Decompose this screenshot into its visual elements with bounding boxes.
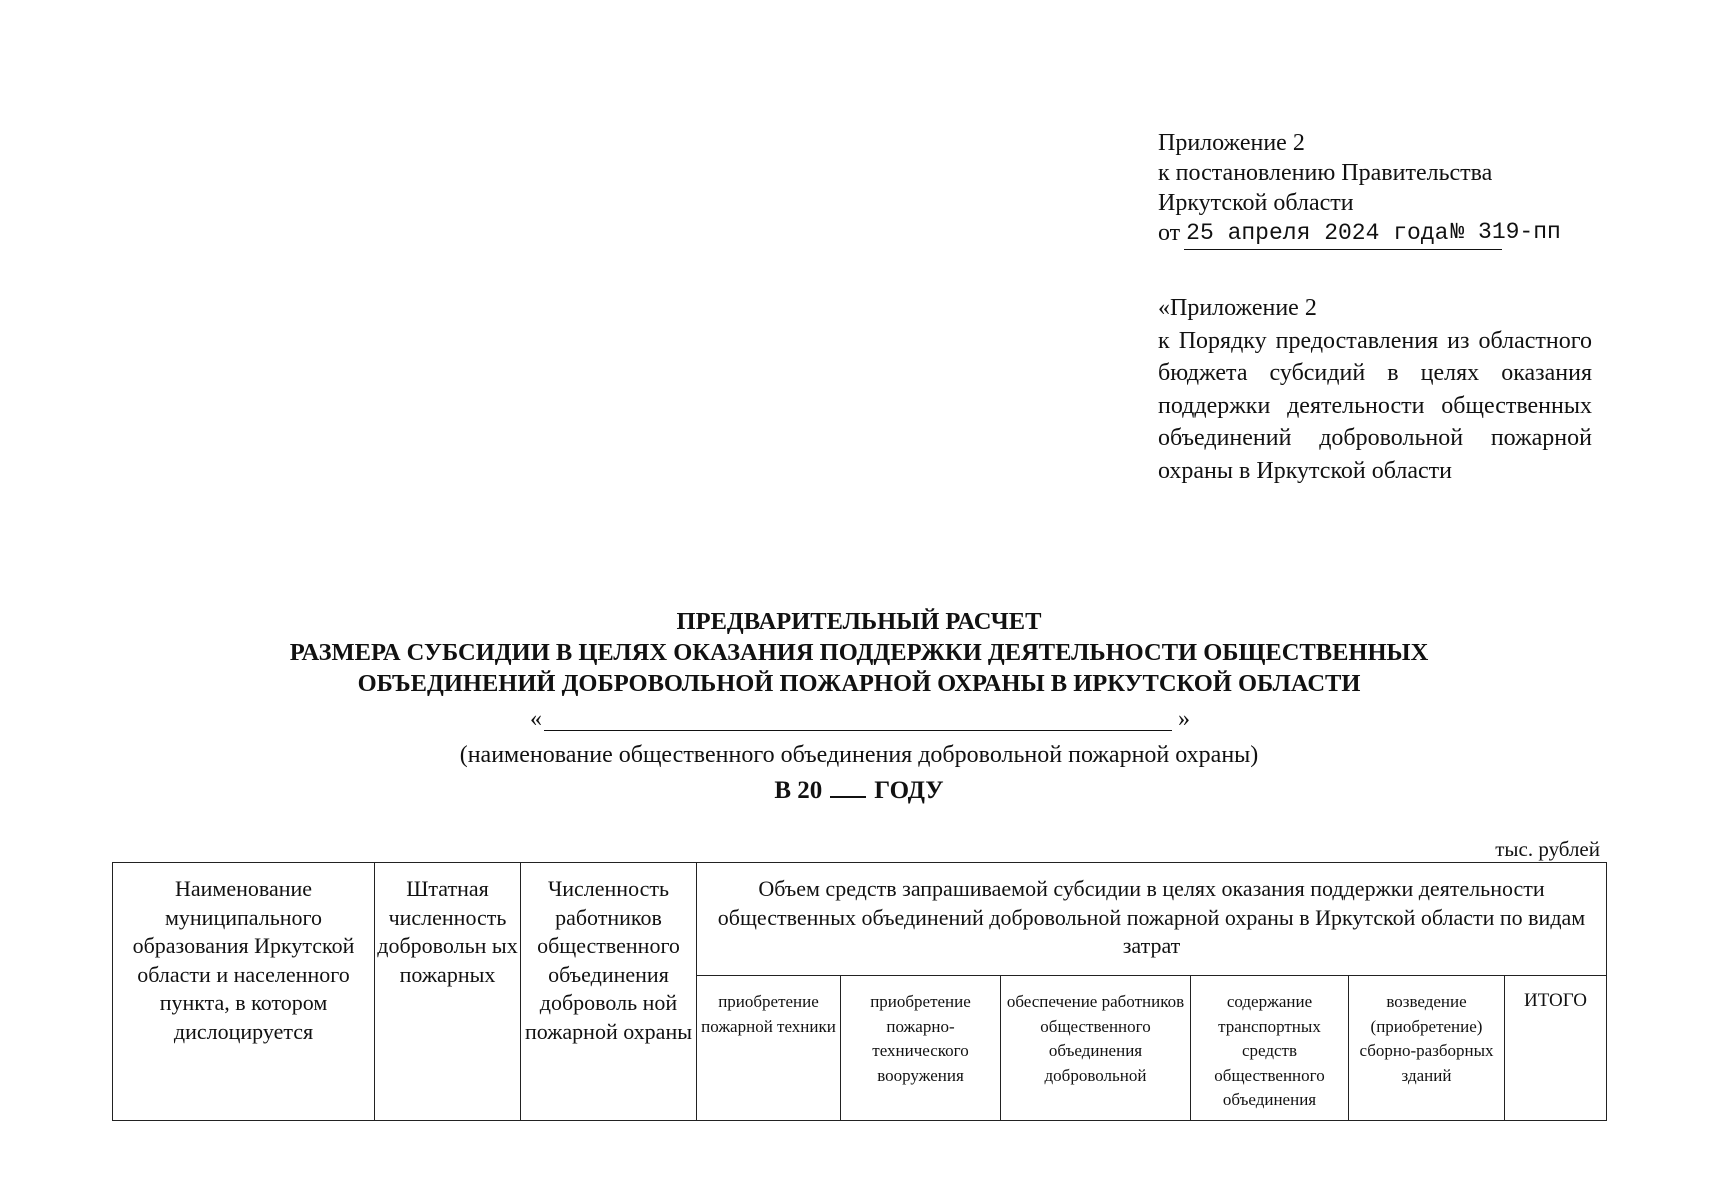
header-total: ИТОГО [1505, 976, 1607, 1121]
header-prefab-buildings: возведение (приобретение) сборно-разборных зданий [1349, 976, 1505, 1121]
header-workers-count: Численность работников общественного объединения доброволь ной пожарной охраны [521, 863, 697, 1121]
header-staff-count: Штатная численность добровольн ых пожарных [375, 863, 521, 1121]
header-municipality: Наименование муниципального образования Иркутской области и населенного пункта, в котором дислоцируется [113, 863, 375, 1121]
document-title [100, 606, 1618, 699]
resolution-date-line [1158, 218, 1598, 248]
header-fire-equipment: приобретение пожарной техники [697, 976, 841, 1121]
appendix-line: Иркутской области [1158, 190, 1354, 216]
organization-name-blank [530, 706, 1190, 736]
resolution-date: 25 апреля 2024 года [1184, 220, 1502, 250]
open-quote: « [530, 706, 542, 732]
subsidy-table [112, 862, 1607, 1121]
units-label: тыс. рублей [1495, 837, 1600, 861]
year-line [100, 772, 1618, 807]
order-reference-block [1158, 292, 1592, 487]
close-quote: » [1178, 706, 1190, 732]
organization-name-underline [544, 730, 1172, 731]
year-blank [830, 772, 866, 798]
title-line: ПРЕДВАРИТЕЛЬНЫЙ РАСЧЕТ [676, 608, 1042, 635]
year-prefix: В 20 [774, 777, 823, 804]
organization-name-caption: (наименование общественного объединения добровольной пожарной охраны) [459, 742, 1259, 768]
order-reference-head: «Приложение 2 [1158, 295, 1317, 321]
appendix-block [1158, 128, 1598, 248]
table-header-row [113, 863, 1607, 976]
resolution-number: № 319-пп [1450, 219, 1561, 245]
header-subsidy-volume: Объем средств запрашиваемой субсидии в целях оказания поддержки деятельности общественных объединений добровольной пожарной охраны в Иркутской области по видам затрат [697, 863, 1607, 976]
order-reference-body: к Порядку предоставления из областного бюджета субсидий в целях оказания поддержки деятельности общественных объединений добровольной пожарной охраны в Иркутской области [1158, 327, 1592, 484]
header-vehicle-maintenance: содержание транспортных средств общественного объединения [1191, 976, 1349, 1121]
appendix-line: Приложение 2 [1158, 130, 1305, 156]
title-line: ОБЪЕДИНЕНИЙ ДОБРОВОЛЬНОЙ ПОЖАРНОЙ ОХРАНЫ В ИРКУТСКОЙ ОБЛАСТИ [357, 670, 1361, 697]
year-suffix: ГОДУ [874, 777, 944, 804]
header-fire-technical-armament: приобретение пожарно-технического вооружения [841, 976, 1001, 1121]
title-line: РАЗМЕРА СУБСИДИИ В ЦЕЛЯХ ОКАЗАНИЯ ПОДДЕРЖКИ ДЕЯТЕЛЬНОСТИ ОБЩЕСТВЕННЫХ [289, 639, 1429, 666]
appendix-line: к постановлению Правительства [1158, 160, 1493, 186]
date-prefix: от [1158, 220, 1181, 246]
header-workers-provision: обеспечение работников общественного объединения добровольной [1001, 976, 1191, 1121]
